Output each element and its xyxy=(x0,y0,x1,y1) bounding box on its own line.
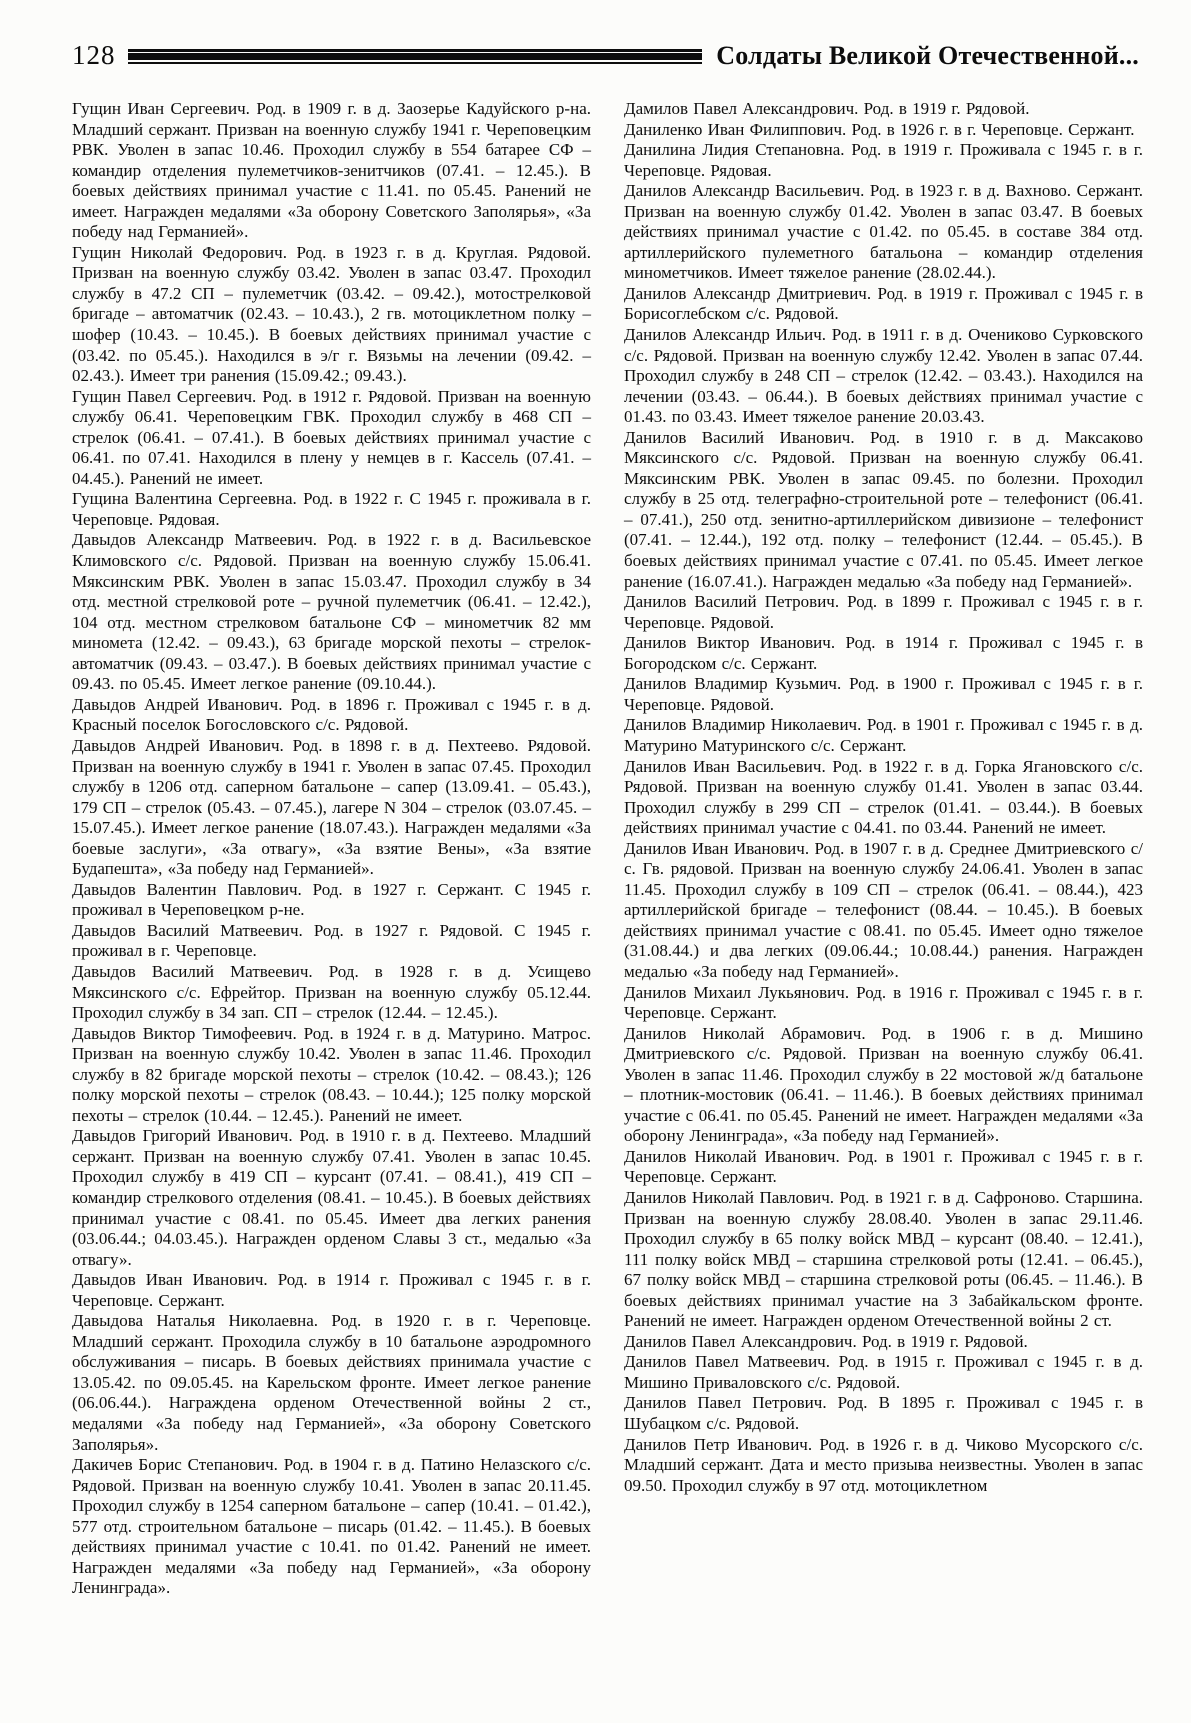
entry-paragraph: Давыдов Василий Матвеевич. Род. в 1927 г. Рядовой. С 1945 г. проживал в г. Череповце. xyxy=(72,920,591,961)
entry-paragraph: Данилов Александр Дмитриевич. Род. в 1919 г. Проживал с 1945 г. в Борисоглебском с/с. Рядовой. xyxy=(624,283,1143,324)
entry-paragraph: Данилов Павел Петрович. Род. В 1895 г. Проживал с 1945 г. в Шубацком с/с. Рядовой. xyxy=(624,1393,1143,1433)
entry-paragraph: Давыдов Александр Матвеевич. Род. в 1922 г. в д. Васильевское Климовского с/с. Рядовой. Призван на военную службу 15.06.41. Мяксинским РВК. Уволен в запас 15.03.47. Проходил службу в 34 отд. местной стрелковой роте – ручной пулеметчик (06.41. – 12.42.), 104 отд. местном стрелковом батальоне СФ – минометчик 82 мм миномета (12.42. – 09.43.), 63 бригаде морской пехоты – стрелок-автоматчик (09.43. – 03.47.). В боевых действиях принимал участие с 09.43. по 05.45. Имеет легкое ранение (09.10.44.). xyxy=(72,530,591,694)
entry-paragraph: Дамилов Павел Александрович. Род. в 1919 г. Рядовой. xyxy=(624,99,1030,118)
entry-paragraph: Дакичев Борис Степанович. Род. в 1904 г. в д. Патино Нелазского с/с. Рядовой. Призван на военную службу 10.41. Уволен в запас 20.11.45. Проходил службу в 1254 саперном батальоне – сапер (10.41. – 01.42.), 577 отд. строительном батальоне – писарь (01.42. – 11.45.). В боевых действиях принимал участие с 10.41. по 01.42. Ранений не имеет. Награжден медалями «За победу над Германией», «За оборону Ленинграда». xyxy=(72,1455,591,1598)
entry-paragraph: Гущин Николай Федорович. Род. в 1923 г. в д. Круглая. Рядовой. Призван на военную службу 03.42. Уволен в запас 03.47. Проходил службу в 47.2 СП – пулеметчик (03.42. – 09.42.), мотострелковой бригаде – автоматчик (02.43. – 10.43.), 2 гв. мотоциклетном полку – шофер (10.43. – 10.45.). В боевых действиях принимал участие с (03.42. по 05.45.). Находился в э/г г. Вязьмы на лечении (09.42. – 02.43.). Имеет три ранения (15.09.42.; 09.43.). xyxy=(72,242,591,386)
entry-paragraph: Данилов Николай Павлович. Род. в 1921 г. в д. Сафроново. Старшина. Призван на военную службу 28.08.40. Уволен в запас 29.11.46. Проходил службу в 65 полку войск МВД – курсант (08.40. – 12.41.), 111 полку войск МВД – старшина стрелковой роты (12.41. – 06.45.), 67 полку войск МВД – старшина стрелковой роты (06.45. – 11.46.). В боевых действиях принимал участие на 3 Забайкальском фронте. Ранений не имеет. Награжден орденом Отечественной войны 2 ст. xyxy=(624,1187,1143,1331)
entry-paragraph: Данилов Павел Матвеевич. Род. в 1915 г. Проживал с 1945 г. в д. Мишино Приваловского с/с. Рядовой. xyxy=(624,1352,1143,1392)
rule-line-bottom xyxy=(128,62,703,65)
rule-line-middle xyxy=(128,53,703,60)
entry-paragraph: Гущин Иван Сергеевич. Род. в 1909 г. в д. Заозерье Кадуйского р-на. Младший сержант. Призван на военную службу 1941 г. Череповецким РВК. Уволен в запас 10.46. Проходил службу в 554 батарее СФ – командир отделения пулеметчиков-зенитчиков (07.41. – 12.45.). В боевых действиях принимал участие с 11.41. по 05.45. Ранений не имеет. Награжден медалями «За оборону Советского Заполярья», «За победу над Германией». xyxy=(72,99,591,242)
entry-paragraph: Данилов Иван Васильевич. Род. в 1922 г. в д. Горка Ягановского с/с. Рядовой. Призван на военную службу 01.41. Уволен в запас 03.44. Проходил службу в 299 СП – стрелок (01.41. – 03.44.). В боевых действиях принимал участие с 04.41. по 03.44. Ранений не имеет. xyxy=(624,756,1143,838)
entry-paragraph: Данилов Владимир Николаевич. Род. в 1901 г. Проживал с 1945 г. в д. Матурино Матуринского с/с. Сержант. xyxy=(624,715,1143,755)
entry-paragraph: Давыдов Андрей Иванович. Род. в 1896 г. Проживал с 1945 г. в д. Красный поселок Богословского с/с. Рядовой. xyxy=(72,694,591,735)
entry-paragraph: Даниленко Иван Филиппович. Род. в 1926 г. в г. Череповце. Сержант. xyxy=(624,119,1135,139)
entry-paragraph: Данилов Николай Абрамович. Род. в 1906 г. в д. Мишино Дмитриевского с/с. Рядовой. Призван на военную службу 06.41. Уволен в запас 11.46. Проходил службу в 22 мостовой ж/д батальоне – плотник-мостовик (06.41. – 11.46.). В боевых действиях принимал участие с 06.41. по 05.45. Ранений не имеет. Награжден медалями «За оборону Ленинграда», «За победу над Германией». xyxy=(624,1023,1143,1146)
entry-paragraph: Данилов Михаил Лукьянович. Род. в 1916 г. Проживал с 1945 г. в г. Череповце. Сержант. xyxy=(624,982,1143,1023)
running-title: Солдаты Великой Отечественной... xyxy=(716,40,1139,70)
entry-paragraph: Данилов Василий Петрович. Род. в 1899 г. Проживал с 1945 г. в г. Череповце. Рядовой. xyxy=(624,592,1143,632)
entry-paragraph: Данилов Николай Иванович. Род. в 1901 г. Проживал с 1945 г. в г. Череповце. Сержант. xyxy=(624,1146,1143,1187)
entry-paragraph: Данилов Александр Ильич. Род. в 1911 г. в д. Очениково Сурковского с/с. Рядовой. Призван на военную службу 12.42. Уволен в запас 07.44. Проходил службу в 248 СП – стрелок (12.42. – 03.43.). Находился на лечении (03.43. – 06.44.). В боевых действиях принимал участие с 01.43. по 03.43. Имеет тяжелое ранение 20.03.43. xyxy=(624,325,1143,427)
entry-paragraph: Данилов Владимир Кузьмич. Род. в 1900 г. Проживал с 1945 г. в г. Череповце. Рядовой. xyxy=(624,674,1143,714)
entry-paragraph: Давыдов Иван Иванович. Род. в 1914 г. Проживал с 1945 г. в г. Череповце. Сержант. xyxy=(72,1270,591,1310)
entry-paragraph: Данилина Лидия Степановна. Род. в 1919 г. Проживала с 1945 г. в г. Череповце. Рядовая. xyxy=(624,140,1143,180)
entry-paragraph: Данилов Александр Васильевич. Род. в 1923 г. в д. Вахново. Сержант. Призван на военную службу 01.42. Уволен в запас 03.47. В боевых действиях принимал участие с 01.42. по 05.45. в составе 384 отд. артиллерийского пулеметного батальона – командир отделения минометчиков. Имеет тяжелое ранение (28.02.44.). xyxy=(624,181,1143,283)
header-rule xyxy=(128,49,703,64)
entry-paragraph: Данилов Петр Иванович. Род. в 1926 г. в д. Чиково Мусорского с/с. Младший сержант. Дата и место призыва неизвестны. Уволен в запас 09.50. Проходил службу в 97 отд. мотоциклетном xyxy=(624,1434,1143,1495)
rule-line-top xyxy=(128,49,703,52)
page-number: 128 xyxy=(72,40,116,70)
entry-paragraph: Давыдов Валентин Павлович. Род. в 1927 г. Сержант. С 1945 г. проживал в Череповецком р-не. xyxy=(72,879,591,920)
entry-paragraph: Данилов Василий Иванович. Род. в 1910 г. в д. Максаково Мяксинского с/с. Рядовой. Призван на военную службу 06.41. Мяксинским РВК. Уволен в запас 09.45. по болезни. Проходил службу в 25 отд. телеграфно-строительной роте – телефонист (06.41. – 07.41.), 250 отд. зенитно-артиллерийском дивизионе – телефонист (07.41. – 12.44.), 192 отд. полку – телефонист (12.44. – 05.45.). В боевых действиях принимал участие с 07.41. по 05.45. Имеет легкое ранение (16.07.41.). Награжден медалью «За победу над Германией». xyxy=(624,427,1143,591)
page-header xyxy=(72,42,1139,69)
entry-paragraph: Давыдов Григорий Иванович. Род. в 1910 г. в д. Пехтеево. Младший сержант. Призван на военную службу 07.41. Уволен в запас 10.45. Проходил службу в 419 СП – курсант (07.41. – 08.41.), 419 СП – командир стрелкового отделения (08.41. – 10.45.). В боевых действиях принимал участие с 08.41. по 05.45. Имеет два легких ранения (03.06.44.; 04.03.45.). Награжден орденом Славы 3 ст., медалью «За отвагу». xyxy=(72,1126,591,1269)
entry-paragraph: Давыдов Андрей Иванович. Род. в 1898 г. в д. Пехтеево. Рядовой. Призван на военную службу в 1941 г. Уволен в запас 07.45. Проходил службу в 1206 отд. саперном батальоне – сапер (13.09.41. – 05.43.), 179 СП – стрелок (05.43. – 07.45.), лагере N 304 – стрелок (03.07.45. – 15.07.45.). Имеет легкое ранение (18.07.43.). Награжден медалями «За боевые заслуги», «За отвагу», «За взятие Вены», «За взятие Будапешта», «За победу над Германией». xyxy=(72,735,591,879)
entry-paragraph: Давыдова Наталья Николаевна. Род. в 1920 г. в г. Череповце. Младший сержант. Проходила службу в 10 батальоне аэродромного обслуживания – писарь. В боевых действиях принимала участие с 13.05.42. по 09.05.45. на Карельском фронте. Имеет легкое ранение (06.06.44.). Награждена орденом Отечественной войны 2 ст., медалями «За победу над Германией», «За оборону Советского Заполярья». xyxy=(72,1311,591,1454)
entry-paragraph: Гущин Павел Сергеевич. Род. в 1912 г. Рядовой. Призван на военную службу 06.41. Череповецким ГВК. Проходил службу в 468 СП – стрелок (06.41. – 07.41.). В боевых действиях принимал участие с 06.41. по 07.41. Находился в плену у немцев в г. Кассель (07.41. – 04.45.). Ранений не имеет. xyxy=(72,386,591,488)
entry-paragraph: Давыдов Виктор Тимофеевич. Род. в 1924 г. в д. Матурино. Матрос. Призван на военную службу 10.42. Уволен в запас 11.46. Проходил службу в 82 бригаде морской пехоты – стрелок (10.42. – 08.43.); 126 полку морской пехоты – стрелок (08.43. – 10.44.); 125 полку морской пехоты – стрелок (10.44. – 12.45.). Ранений не имеет. xyxy=(72,1023,591,1125)
entry-paragraph: Данилов Павел Александрович. Род. в 1919 г. Рядовой. xyxy=(624,1331,1028,1351)
left-column xyxy=(72,99,591,1683)
entry-paragraph: Гущина Валентина Сергеевна. Род. в 1922 г. С 1945 г. проживала в г. Череповце. Рядовая. xyxy=(72,489,591,529)
text-columns xyxy=(72,99,1143,1683)
entry-paragraph: Данилов Иван Иванович. Род. в 1907 г. в д. Среднее Дмитриевского с/с. Гв. рядовой. Призван на военную службу 24.06.41. Уволен в запас 11.45. Проходил службу в 109 СП – стрелок (06.41. – 08.44.), 423 артиллерийской бригаде – телефонист (08.44. – 10.45.). В боевых действиях принимал участие с 08.41. по 05.45. Имеет одно тяжелое (31.08.44.) и два легких (09.06.44.; 10.08.44.) ранения. Награжден медалью «За победу над Германией». xyxy=(624,838,1143,981)
entry-paragraph: Давыдов Василий Матвеевич. Род. в 1928 г. в д. Усищево Мяксинского с/с. Ефрейтор. Призван на военную службу 05.12.44. Проходил службу в 34 зап. СП – стрелок (12.44. – 12.45.). xyxy=(72,961,591,1023)
right-column xyxy=(624,99,1143,1683)
entry-paragraph: Данилов Виктор Иванович. Род. в 1914 г. Проживал с 1945 г. в Богородском с/с. Сержант. xyxy=(624,633,1143,673)
